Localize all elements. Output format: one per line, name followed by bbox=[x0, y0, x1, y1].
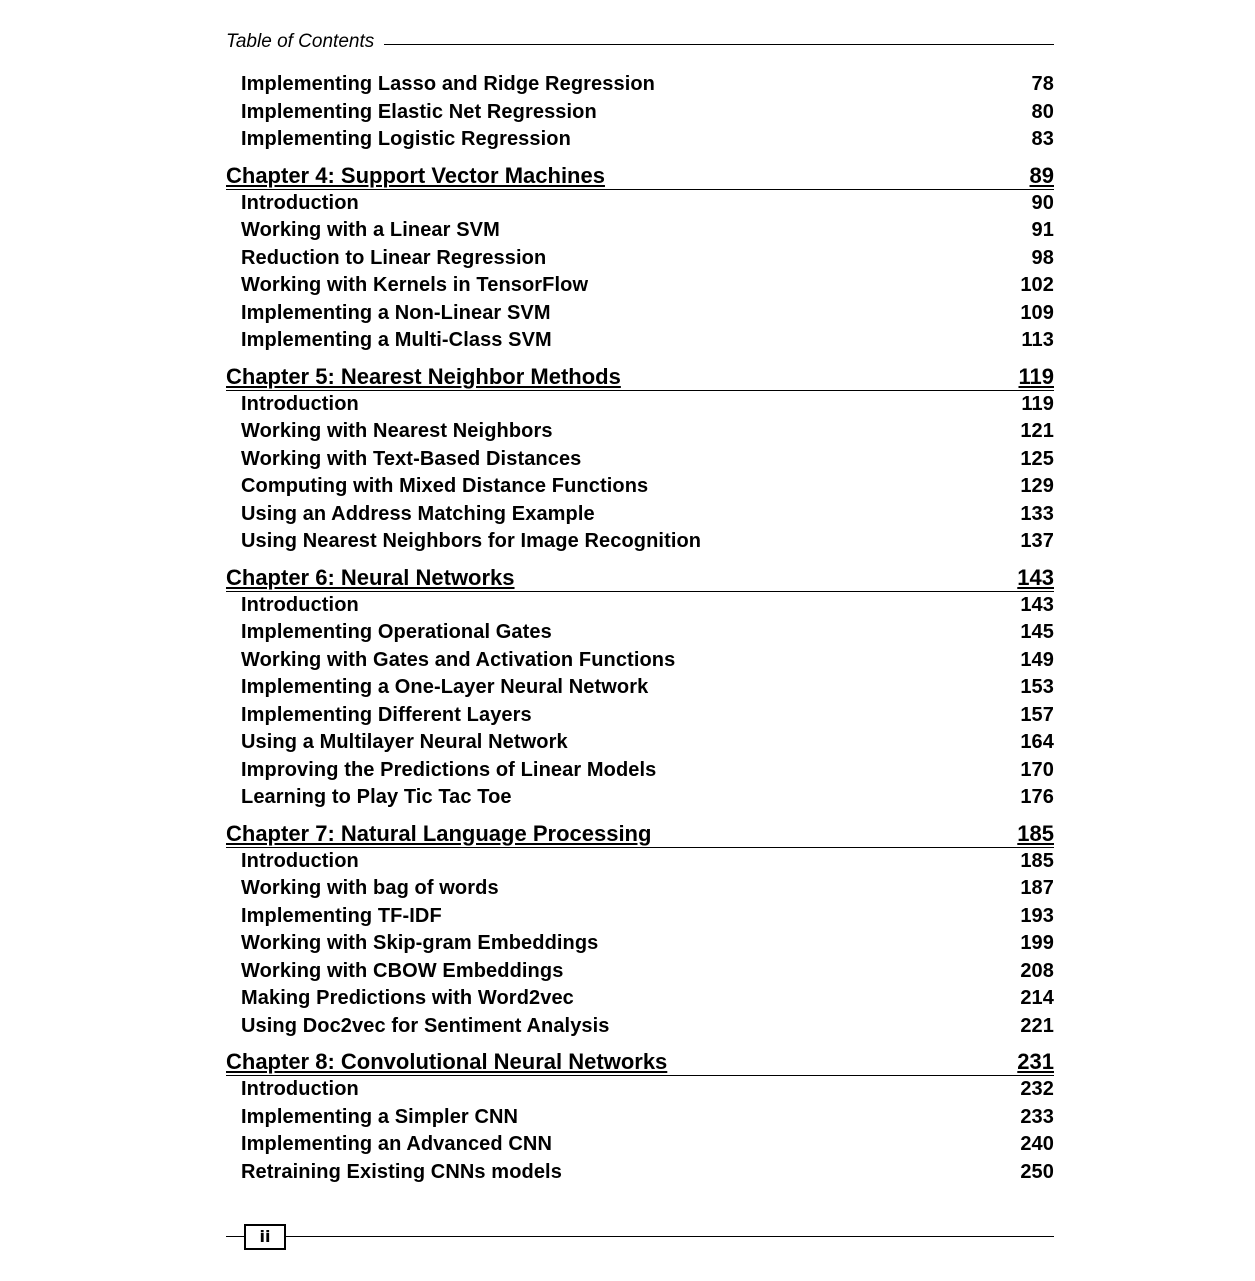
toc-entry[interactable] bbox=[226, 930, 1054, 958]
toc-entry-page-number: 221 bbox=[1020, 1014, 1054, 1037]
running-header bbox=[226, 28, 1054, 56]
toc-entry[interactable] bbox=[226, 446, 1054, 474]
chapter-title: Chapter 4: Support Vector Machines bbox=[226, 162, 605, 188]
header-rule bbox=[384, 44, 1054, 45]
toc-entry-title: Working with Nearest Neighbors bbox=[241, 420, 553, 442]
toc-entry[interactable] bbox=[226, 327, 1054, 355]
toc-entry[interactable] bbox=[226, 958, 1054, 986]
toc-entry-title: Working with Gates and Activation Functions bbox=[241, 648, 676, 671]
toc-entry-page-number: 149 bbox=[1020, 648, 1054, 671]
toc-entry[interactable] bbox=[226, 1076, 1054, 1104]
toc-entry-page-number: 121 bbox=[1020, 420, 1054, 442]
toc-entry[interactable] bbox=[226, 501, 1054, 529]
toc-entry[interactable] bbox=[226, 126, 1054, 154]
toc-entry[interactable] bbox=[226, 674, 1054, 702]
toc-entry[interactable] bbox=[226, 985, 1054, 1013]
chapter-heading[interactable] bbox=[226, 564, 1054, 592]
toc-entry[interactable] bbox=[226, 619, 1054, 647]
chapter-section bbox=[226, 820, 1054, 1041]
toc-entry-title: Using Nearest Neighbors for Image Recognition bbox=[241, 530, 702, 552]
toc-entry[interactable] bbox=[226, 1104, 1054, 1132]
toc-entry-page-number: 157 bbox=[1020, 703, 1054, 726]
chapter-title: Chapter 5: Nearest Neighbor Methods bbox=[226, 363, 621, 389]
toc-entry-page-number: 187 bbox=[1020, 877, 1054, 899]
toc-entry-title: Working with CBOW Embeddings bbox=[241, 959, 564, 982]
toc-page bbox=[226, 0, 1054, 1281]
toc-entry-page-number: 91 bbox=[1031, 219, 1054, 241]
chapter-page-number: 231 bbox=[1017, 1049, 1054, 1074]
chapter-section bbox=[226, 162, 1054, 355]
toc-entry[interactable] bbox=[226, 99, 1054, 127]
toc-entry[interactable] bbox=[226, 217, 1054, 245]
toc-entry-title: Working with Text-Based Distances bbox=[241, 447, 582, 470]
chapter-section bbox=[226, 564, 1054, 812]
toc-entry[interactable] bbox=[226, 300, 1054, 328]
toc-entry-page-number: 133 bbox=[1020, 502, 1054, 525]
toc-entry-page-number: 145 bbox=[1020, 621, 1054, 643]
toc-entry-page-number: 143 bbox=[1020, 593, 1054, 616]
toc-entry[interactable] bbox=[226, 647, 1054, 675]
toc-entry-page-number: 233 bbox=[1020, 1105, 1054, 1128]
toc-entry-title: Computing with Mixed Distance Functions bbox=[241, 475, 649, 497]
toc-entry-title: Introduction bbox=[241, 392, 359, 415]
chapter-title: Chapter 8: Convolutional Neural Networks bbox=[226, 1049, 668, 1074]
toc-entry-title: Implementing a One-Layer Neural Network bbox=[241, 676, 649, 698]
toc-entry[interactable] bbox=[226, 592, 1054, 620]
toc-entry-title: Working with bag of words bbox=[241, 877, 499, 899]
toc-entry-title: Implementing a Simpler CNN bbox=[241, 1105, 519, 1128]
chapter-heading[interactable] bbox=[226, 363, 1054, 391]
toc-entry-title: Introduction bbox=[241, 593, 359, 616]
toc-entry-title: Implementing TF-IDF bbox=[241, 904, 442, 927]
toc-entry-title: Implementing a Multi-Class SVM bbox=[241, 329, 552, 351]
toc-entry-page-number: 90 bbox=[1031, 191, 1054, 214]
toc-entry-page-number: 185 bbox=[1020, 849, 1054, 872]
toc-entry-title: Introduction bbox=[241, 191, 359, 214]
toc-entry-title: Making Predictions with Word2vec bbox=[241, 987, 574, 1009]
toc-entry-title: Working with a Linear SVM bbox=[241, 219, 500, 241]
toc-entry-title: Retraining Existing CNNs models bbox=[241, 1160, 562, 1183]
toc-entry-page-number: 240 bbox=[1020, 1133, 1054, 1155]
chapter-heading[interactable] bbox=[226, 162, 1054, 190]
toc-entry-title: Implementing Logistic Regression bbox=[241, 128, 571, 150]
toc-entry-title: Introduction bbox=[241, 849, 359, 872]
toc-entry-title: Working with Kernels in TensorFlow bbox=[241, 274, 589, 296]
toc-entry-title: Implementing Elastic Net Regression bbox=[241, 100, 597, 123]
toc-entry-title: Introduction bbox=[241, 1078, 359, 1100]
toc-entry[interactable] bbox=[226, 784, 1054, 812]
toc-entry-page-number: 250 bbox=[1020, 1160, 1054, 1183]
toc-entry-title: Implementing a Non-Linear SVM bbox=[241, 301, 551, 324]
toc-entry-title: Learning to Play Tic Tac Toe bbox=[241, 786, 512, 808]
toc-entry-page-number: 80 bbox=[1031, 100, 1054, 123]
toc-entry-page-number: 208 bbox=[1020, 959, 1054, 982]
toc-entry[interactable] bbox=[226, 1131, 1054, 1159]
toc-entry-page-number: 199 bbox=[1020, 932, 1054, 954]
toc-entry-page-number: 170 bbox=[1020, 758, 1054, 781]
toc-entry-title: Implementing Operational Gates bbox=[241, 621, 552, 643]
running-header-title: Table of Contents bbox=[226, 31, 375, 52]
toc-entry-page-number: 102 bbox=[1020, 274, 1054, 296]
toc-entry[interactable] bbox=[226, 473, 1054, 501]
toc-entry-title: Working with Skip-gram Embeddings bbox=[241, 932, 599, 954]
toc-entry-title: Reduction to Linear Regression bbox=[241, 246, 547, 269]
toc-entry[interactable] bbox=[226, 875, 1054, 903]
toc-entry[interactable] bbox=[226, 71, 1054, 99]
toc-entry[interactable] bbox=[226, 528, 1054, 556]
toc-entry-page-number: 83 bbox=[1031, 128, 1054, 150]
chapter-page-number: 143 bbox=[1017, 564, 1054, 590]
toc-entry-page-number: 119 bbox=[1021, 392, 1054, 415]
toc-entry-page-number: 164 bbox=[1020, 731, 1054, 753]
toc-entry[interactable] bbox=[226, 903, 1054, 931]
chapter-title: Chapter 7: Natural Language Processing bbox=[226, 820, 652, 846]
toc-entry-title: Using a Multilayer Neural Network bbox=[241, 731, 568, 753]
chapter-section bbox=[226, 1048, 1054, 1186]
toc-entry-page-number: 137 bbox=[1020, 530, 1054, 552]
toc-entry[interactable] bbox=[226, 729, 1054, 757]
table-of-contents bbox=[226, 71, 1054, 1186]
toc-entry-page-number: 129 bbox=[1020, 475, 1054, 497]
toc-entry[interactable] bbox=[226, 391, 1054, 419]
toc-entry[interactable] bbox=[226, 245, 1054, 273]
toc-entry[interactable] bbox=[226, 418, 1054, 446]
toc-entry[interactable] bbox=[226, 1013, 1054, 1041]
toc-entry-title: Using an Address Matching Example bbox=[241, 502, 595, 525]
toc-entry-title: Implementing an Advanced CNN bbox=[241, 1133, 552, 1155]
toc-entry-page-number: 78 bbox=[1031, 73, 1054, 95]
chapter-heading[interactable] bbox=[226, 820, 1054, 848]
toc-entry[interactable] bbox=[226, 1159, 1054, 1187]
toc-entry[interactable] bbox=[226, 190, 1054, 218]
chapter-page-number: 89 bbox=[1029, 162, 1054, 188]
toc-entry-title: Implementing Lasso and Ridge Regression bbox=[241, 73, 655, 95]
toc-entry-page-number: 214 bbox=[1020, 987, 1054, 1009]
chapter-heading[interactable] bbox=[226, 1048, 1054, 1076]
toc-entry[interactable] bbox=[226, 848, 1054, 876]
chapter-section bbox=[226, 363, 1054, 556]
toc-entry-page-number: 113 bbox=[1021, 329, 1054, 351]
toc-entry[interactable] bbox=[226, 757, 1054, 785]
chapter-title: Chapter 6: Neural Networks bbox=[226, 564, 515, 590]
toc-entry-title: Implementing Different Layers bbox=[241, 703, 532, 726]
toc-entry-page-number: 125 bbox=[1020, 447, 1054, 470]
toc-entry-page-number: 232 bbox=[1020, 1078, 1054, 1100]
page-number-box: ii bbox=[244, 1224, 286, 1250]
toc-entry-page-number: 176 bbox=[1020, 786, 1054, 808]
toc-entry-page-number: 193 bbox=[1020, 904, 1054, 927]
chapter-page-number: 185 bbox=[1017, 820, 1054, 846]
toc-entry-page-number: 153 bbox=[1020, 676, 1054, 698]
toc-entry-page-number: 109 bbox=[1020, 301, 1054, 324]
toc-entry-title: Using Doc2vec for Sentiment Analysis bbox=[241, 1014, 610, 1037]
toc-entry-page-number: 98 bbox=[1031, 246, 1054, 269]
toc-entry[interactable] bbox=[226, 272, 1054, 300]
footer-rule bbox=[226, 1236, 1054, 1237]
chapter-page-number: 119 bbox=[1018, 363, 1054, 389]
page-footer bbox=[226, 1224, 1054, 1248]
toc-entry-title: Improving the Predictions of Linear Models bbox=[241, 758, 657, 781]
toc-entry[interactable] bbox=[226, 702, 1054, 730]
